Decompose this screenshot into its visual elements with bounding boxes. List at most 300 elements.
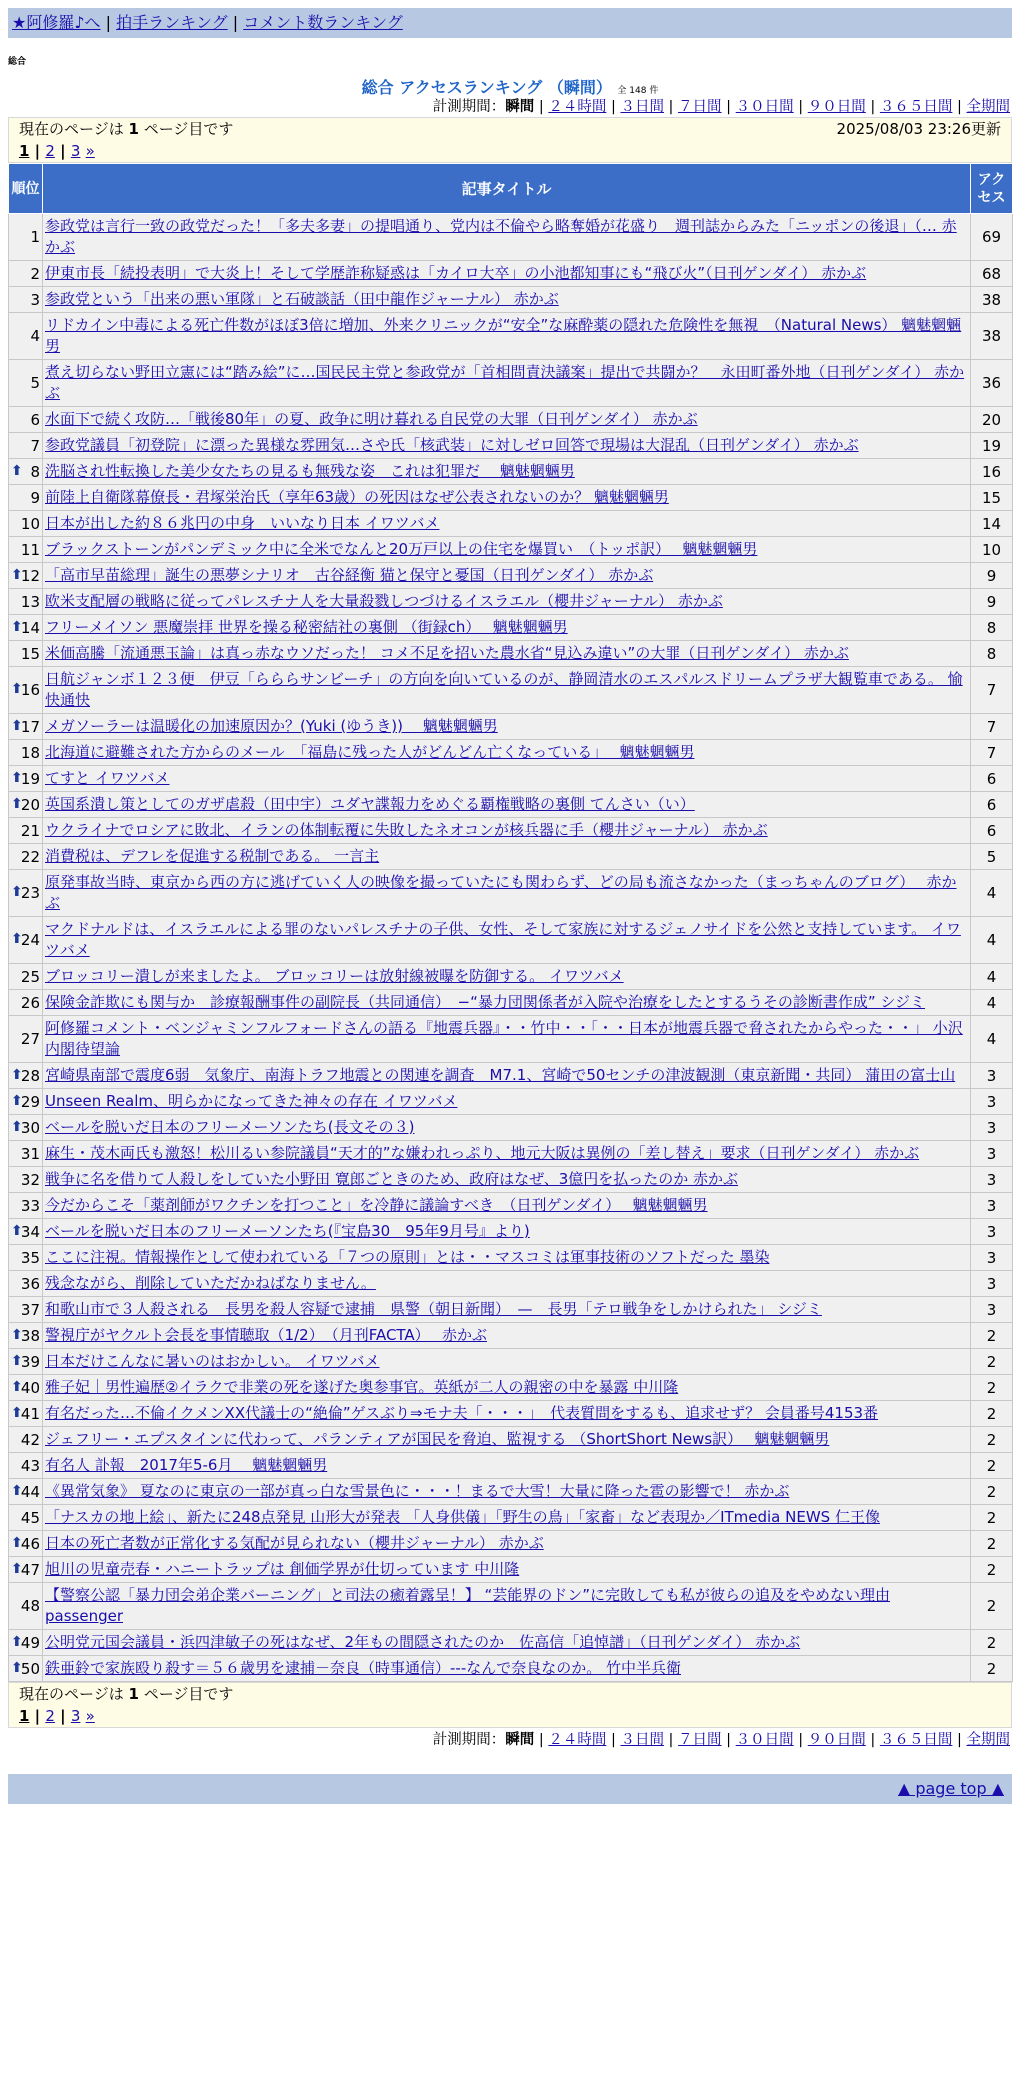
period-link-0[interactable]: ２４時間	[548, 1732, 607, 1748]
access-count: 2	[971, 1349, 1013, 1375]
title-main: 総合 アクセスランキング （瞬間）	[361, 78, 612, 97]
title-cell	[43, 990, 971, 1016]
rank-number: 50	[20, 1659, 40, 1678]
access-count: 2	[971, 1630, 1013, 1656]
title-cell	[43, 1375, 971, 1401]
period-link-6[interactable]: 全期間	[966, 99, 1010, 115]
title-cell	[43, 1531, 971, 1557]
period-link-4[interactable]: ９０日間	[807, 99, 866, 115]
rank-cell	[9, 714, 43, 740]
title-cell	[43, 485, 971, 511]
rank-cell	[9, 407, 43, 433]
rank-cell	[9, 641, 43, 667]
page-info-box-bottom	[8, 1682, 1012, 1728]
pager-next[interactable]: »	[85, 142, 95, 160]
title-cell	[43, 792, 971, 818]
title-cell	[43, 1656, 971, 1682]
pager-page-3[interactable]: 3	[70, 1707, 81, 1725]
rank-cell	[9, 844, 43, 870]
article-link[interactable]: ブロッコリー潰しが来ましたよ。 ブロッコリーは放射線被曝を防御する。 イワツバメ	[45, 967, 624, 985]
access-count: 3	[971, 1219, 1013, 1245]
table-row	[9, 641, 1013, 667]
access-count: 4	[971, 964, 1013, 990]
rank-cell	[9, 818, 43, 844]
article-link[interactable]: 保険金詐欺にも関与か 診療報酬事件の副院長（共同通信） −“暴力団関係者が入院や治療をしたとするうその診断書作成” シジミ	[45, 993, 926, 1011]
access-count: 68	[971, 261, 1013, 287]
period-link-3[interactable]: ３０日間	[735, 99, 794, 115]
access-count: 16	[971, 459, 1013, 485]
article-link[interactable]: てすと イワツバメ	[45, 769, 170, 787]
article-link[interactable]: 洗脳され性転換した美少女たちの見るも無残な姿 これは犯罪だ 魑魅魍魎男	[45, 462, 575, 480]
article-link[interactable]: リドカイン中毒による死亡件数がほぼ3倍に増加、外来クリニックが“安全”な麻酔薬の隠れた危険性を無視 （Natural News） 魑魅魍魎男	[45, 316, 962, 355]
period-label: 計測期間：	[432, 99, 506, 115]
rank-cell	[9, 214, 43, 261]
article-link[interactable]: 麻生・茂木両氏も激怒！松川るい参院議員“天才的”な嫌われっぷり、地元大阪は異例の「差し替え」要求（日刊ゲンダイ） 赤かぶ	[45, 1144, 920, 1162]
access-count: 10	[971, 537, 1013, 563]
title-cell	[43, 1583, 971, 1630]
up-arrow-icon: ⬆	[11, 1378, 23, 1395]
up-arrow-icon: ⬆	[11, 1560, 23, 1577]
table-row	[9, 1531, 1013, 1557]
period-link-6[interactable]: 全期間	[966, 1732, 1010, 1748]
article-link[interactable]: 有名だった…不倫イクメンXX代議士の“絶倫”ゲスぶり⇒モナ夫「・・・」 代表質問をするも、追求せず？ 会員番号4153番	[45, 1404, 879, 1422]
rank-cell	[9, 766, 43, 792]
table-row	[9, 313, 1013, 360]
table-row	[9, 615, 1013, 641]
period-link-1[interactable]: ３日間	[620, 1732, 664, 1748]
article-link[interactable]: 伊東市長「続投表明」で大炎上！そして学歴詐称疑惑は「カイロ大卒」の小池都知事にも“飛び火”（日刊ゲンダイ） 赤かぶ	[45, 264, 867, 282]
access-count: 8	[971, 615, 1013, 641]
link-comment-ranking[interactable]: コメント数ランキング	[243, 13, 403, 32]
rank-number: 5	[30, 374, 40, 392]
up-arrow-icon: ⬆	[11, 884, 23, 900]
rank-cell	[9, 589, 43, 615]
title-cell	[43, 537, 971, 563]
article-link[interactable]: 前陸上自衛隊幕僚長・君塚栄治氏（享年63歳）の死因はなぜ公表されないのか？ 魑魅魍魎男	[45, 488, 669, 506]
title-cell	[43, 1063, 971, 1089]
title-cell	[43, 818, 971, 844]
rank-number: 1	[30, 228, 40, 246]
article-link[interactable]: 《異常気象》 夏なのに東京の一部が真っ白な雪景色に・・・！まるで大雪！大量に降った雹の影響で！ 赤かぶ	[45, 1482, 790, 1500]
rank-cell	[9, 1401, 43, 1427]
article-link[interactable]: ベールを脱いだ日本のフリーメーソンたち(長文その３)	[45, 1118, 415, 1136]
article-link[interactable]: 阿修羅コメント・ベンジャミンフルフォードさんの語る『地震兵器』・・竹中・・「・・日本が地震兵器で脅されたからやった・・」 小沢内閣待望論	[45, 1019, 963, 1058]
title-cell	[43, 563, 971, 589]
table-row	[9, 511, 1013, 537]
table-row	[9, 537, 1013, 563]
rank-number: 17	[20, 717, 40, 736]
article-link[interactable]: フリーメイソン 悪魔崇拝 世界を操る秘密結社の裏側 （街録ch） 魑魅魍魎男	[45, 618, 568, 636]
article-link[interactable]: 和歌山市で３人殺される 長男を殺人容疑で逮捕 県警（朝日新聞） — 長男「テロ戦争をしかけられた」 シジミ	[45, 1300, 822, 1318]
access-count: 3	[971, 1245, 1013, 1271]
access-count: 2	[971, 1401, 1013, 1427]
rank-number: 36	[20, 1274, 40, 1293]
period-current: 瞬間	[505, 99, 535, 115]
rank-number: 41	[20, 1404, 40, 1423]
title-cell	[43, 1630, 971, 1656]
access-count: 9	[971, 589, 1013, 615]
rank-cell	[9, 1245, 43, 1271]
article-link[interactable]: ジェフリー・エプスタインに代わって、パランティアが国民を脅迫、監視する （ShortShort News訳） 魑魅魍魎男	[45, 1430, 830, 1448]
article-link[interactable]: 英国系潰し策としてのガザ虐殺（田中宇）ユダヤ諜報力をめぐる覇権戦略の裏側 てんさい（い）	[45, 795, 695, 813]
rank-number: 19	[20, 769, 40, 788]
rank-cell	[9, 1271, 43, 1297]
rank-cell	[9, 1115, 43, 1141]
table-row	[9, 1016, 1013, 1063]
rank-cell	[9, 964, 43, 990]
article-link[interactable]: 原発事故当時、東京から西の方に逃げていく人の映像を撮っていたにも関わらず、どの局も流さなかった（まっちゃんのブログ） 赤かぶ	[45, 873, 957, 912]
access-count: 6	[971, 818, 1013, 844]
title-cell	[43, 1323, 971, 1349]
table-row	[9, 990, 1013, 1016]
article-link[interactable]: 煮え切らない野田立憲には“踏み絵”に…国民民主党と参政党が「首相問責決議案」提出で共闘か？ 永田町番外地（日刊ゲンダイ） 赤かぶ	[45, 363, 965, 402]
up-arrow-icon: ⬆	[11, 618, 23, 635]
rank-number: 23	[20, 884, 40, 902]
rank-number: 11	[20, 540, 40, 559]
updated-time: 2025/08/03 23:26更新	[836, 120, 1001, 138]
article-link[interactable]: 欧米支配層の戦略に従ってパレスチナ人を大量殺戮しつづけるイスラエル（櫻井ジャーナル） 赤かぶ	[45, 592, 723, 610]
rank-cell	[9, 313, 43, 360]
rank-number: 9	[30, 488, 40, 507]
title-cell	[43, 1297, 971, 1323]
article-link[interactable]: 宮崎県南部で震度6弱 気象庁、南海トラフ地震との関連を調査 M7.1、宮崎で50センチの津波観測（東京新聞・共同） 蒲田の富士山	[45, 1066, 956, 1084]
access-count: 3	[971, 1115, 1013, 1141]
article-link[interactable]: 日本だけこんなに暑いのはおかしい。 イワツバメ	[45, 1352, 380, 1370]
period-current: 瞬間	[505, 1732, 535, 1748]
article-link[interactable]: 「ナスカの地上絵」、新たに248点発見 山形大が発表 「人身供儀」「野生の鳥」「家畜」など表現か／ITmedia NEWS 仁王像	[45, 1508, 880, 1526]
access-count: 8	[971, 641, 1013, 667]
table-row	[9, 261, 1013, 287]
access-count: 3	[971, 1193, 1013, 1219]
title-cell	[43, 1505, 971, 1531]
title-cell	[43, 740, 971, 766]
table-row	[9, 1167, 1013, 1193]
title-cell	[43, 511, 971, 537]
page-info: 現在のページは 1 ページ目です	[19, 120, 234, 138]
rank-number: 12	[20, 566, 40, 585]
title-cell	[43, 589, 971, 615]
access-count: 2	[971, 1479, 1013, 1505]
table-row	[9, 1063, 1013, 1089]
article-link[interactable]: 公明党元国会議員・浜四津敏子の死はなぜ、2年もの間隠されたのか 佐高信「追悼譜」（日刊ゲンダイ） 赤かぶ	[45, 1633, 801, 1651]
rank-number: 29	[20, 1092, 40, 1111]
rank-number: 2	[30, 264, 40, 283]
up-arrow-icon: ⬆	[11, 681, 23, 697]
rank-number: 16	[20, 681, 40, 699]
period-link-2[interactable]: ７日間	[678, 99, 722, 115]
article-link[interactable]: 北海道に避難された方からのメール 「福島に残った人がどんどん亡くなっている」 魑魅魍魎男	[45, 743, 695, 761]
title-cell	[43, 433, 971, 459]
access-count: 5	[971, 844, 1013, 870]
access-count: 3	[971, 1063, 1013, 1089]
title-cell	[43, 844, 971, 870]
access-count: 2	[971, 1583, 1013, 1630]
title-cell	[43, 1089, 971, 1115]
title-cell	[43, 360, 971, 407]
footer-bar	[8, 1774, 1012, 1804]
article-link[interactable]: 残念ながら、削除していただかねばなりません。	[45, 1274, 376, 1292]
table-row	[9, 964, 1013, 990]
access-count: 3	[971, 1167, 1013, 1193]
link-asyura[interactable]: ★阿修羅♪へ	[12, 13, 101, 32]
rank-cell	[9, 792, 43, 818]
rank-cell	[9, 1349, 43, 1375]
rank-number: 30	[20, 1118, 40, 1137]
up-arrow-icon: ⬆	[11, 1092, 23, 1109]
rank-cell	[9, 433, 43, 459]
rank-number: 39	[20, 1352, 40, 1371]
title-cell	[43, 766, 971, 792]
up-arrow-icon: ⬆	[11, 1352, 23, 1369]
table-row	[9, 214, 1013, 261]
access-count: 4	[971, 1016, 1013, 1063]
rank-number: 4	[30, 327, 40, 345]
article-link[interactable]: ブラックストーンがパンデミック中に全米でなんと20万戸以上の住宅を爆買い （トッポ訳） 魑魅魍魎男	[45, 540, 758, 558]
article-link[interactable]: 日本が出した約８６兆円の中身 いいなり日本 イワツバメ	[45, 514, 440, 532]
rank-cell	[9, 667, 43, 714]
article-link[interactable]: メガソーラーは温暖化の加速原因か？(Yuki (ゆうき)) 魑魅魍魎男	[45, 717, 498, 735]
access-count: 4	[971, 870, 1013, 917]
rank-cell	[9, 360, 43, 407]
up-arrow-icon: ⬆	[11, 717, 23, 734]
table-row	[9, 1141, 1013, 1167]
access-count: 2	[971, 1505, 1013, 1531]
table-row	[9, 870, 1013, 917]
period-link-5[interactable]: ３６５日間	[879, 99, 953, 115]
table-row	[9, 1115, 1013, 1141]
title-cell	[43, 313, 971, 360]
up-arrow-icon: ⬆	[11, 1222, 23, 1239]
page-title	[8, 75, 1012, 97]
rank-number: 13	[20, 592, 40, 611]
up-arrow-icon: ⬆	[11, 1326, 23, 1343]
small-label: 総合	[8, 57, 27, 67]
rank-cell	[9, 261, 43, 287]
nav-sep: |	[105, 13, 112, 32]
pager: 1 | 2 | 3 »	[19, 142, 95, 160]
article-link[interactable]: ウクライナでロシアに敗北、イランの体制転覆に失敗したネオコンが核兵器に手（櫻井ジャーナル） 赤かぶ	[45, 821, 768, 839]
rank-number: 35	[20, 1248, 40, 1267]
table-row	[9, 667, 1013, 714]
access-count: 2	[971, 1656, 1013, 1682]
rank-cell	[9, 1141, 43, 1167]
rank-cell	[9, 287, 43, 313]
rank-number: 14	[20, 618, 40, 637]
rank-number: 33	[20, 1196, 40, 1215]
article-link[interactable]: 参政党議員「初登院」に漂った異様な雰囲気…さや氏「核武装」に対しゼロ回答で現場は大混乱（日刊ゲンダイ） 赤かぶ	[45, 436, 859, 454]
table-row	[9, 1505, 1013, 1531]
table-row	[9, 287, 1013, 313]
article-link[interactable]: 【警察公認「暴力団会弟企業バーニング」と司法の癒着露呈！】 “芸能界のドン”に完敗しても私が彼らの追及をやめない理由 passenger	[45, 1586, 891, 1625]
rank-cell	[9, 917, 43, 964]
rank-number: 32	[20, 1170, 40, 1189]
rank-number: 44	[20, 1482, 40, 1501]
up-arrow-icon: ⬆	[11, 1404, 23, 1421]
table-row	[9, 1297, 1013, 1323]
rank-cell	[9, 1630, 43, 1656]
rank-number: 24	[20, 931, 40, 949]
rank-number: 27	[20, 1030, 40, 1048]
article-link[interactable]: 水面下で続く攻防…「戦後80年」の夏、政争に明け暮れる自民党の大罪（日刊ゲンダイ） 赤かぶ	[45, 410, 698, 428]
article-link[interactable]: 米価高騰「流通悪玉論」は真っ赤なウソだった！ コメ不足を招いた農水省“見込み違い”の大罪（日刊ゲンダイ） 赤かぶ	[45, 644, 849, 662]
rank-cell	[9, 615, 43, 641]
title-cell	[43, 287, 971, 313]
header-access: アクセス	[971, 164, 1013, 214]
title-cell	[43, 1401, 971, 1427]
title-cell	[43, 1349, 971, 1375]
article-link[interactable]: 鉄亜鈴で家族殴り殺す＝５６歳男を逮捕－奈良（時事通信）---なんで奈良なのか。 竹中半兵衛	[45, 1659, 682, 1677]
rank-number: 42	[20, 1430, 40, 1449]
title-cell	[43, 214, 971, 261]
period-link-4[interactable]: ９０日間	[807, 1732, 866, 1748]
up-arrow-icon: ⬆	[11, 462, 23, 479]
rank-cell	[9, 1089, 43, 1115]
article-link[interactable]: 消費税は、デフレを促進する税制である。 一言主	[45, 847, 380, 865]
title-cell	[43, 1479, 971, 1505]
up-arrow-icon: ⬆	[11, 566, 23, 583]
table-row	[9, 792, 1013, 818]
article-link[interactable]: ベールを脱いだ日本のフリーメーソンたち(『宝島30 95年9月号』より)	[45, 1222, 530, 1240]
article-link[interactable]: 有名人 訃報 2017年5-6月 魑魅魍魎男	[45, 1456, 328, 1474]
table-row	[9, 917, 1013, 964]
table-row	[9, 1375, 1013, 1401]
pager-bottom: 1 | 2 | 3 »	[19, 1707, 95, 1725]
title-cell	[43, 1141, 971, 1167]
up-arrow-icon: ⬆	[11, 931, 23, 947]
title-cell	[43, 714, 971, 740]
rank-cell	[9, 1427, 43, 1453]
title-cell	[43, 1219, 971, 1245]
table-row	[9, 1089, 1013, 1115]
access-count: 6	[971, 792, 1013, 818]
title-cell	[43, 870, 971, 917]
article-link[interactable]: 参政党という「出来の悪い軍隊」と石破談話（田中龍作ジャーナル） 赤かぶ	[45, 290, 559, 308]
table-row	[9, 1656, 1013, 1682]
article-link[interactable]: Unseen Realm、明らかになってきた神々の存在 イワツバメ	[45, 1092, 458, 1110]
table-row	[9, 1583, 1013, 1630]
access-count: 3	[971, 1089, 1013, 1115]
access-count: 15	[971, 485, 1013, 511]
rank-number: 22	[20, 847, 40, 866]
rank-cell	[9, 1479, 43, 1505]
access-count: 4	[971, 990, 1013, 1016]
rank-cell	[9, 990, 43, 1016]
rank-number: 18	[20, 743, 40, 762]
up-arrow-icon: ⬆	[11, 1118, 23, 1135]
period-link-2[interactable]: ７日間	[678, 1732, 722, 1748]
period-link-1[interactable]: ３日間	[620, 99, 664, 115]
article-link[interactable]: 日航ジャンボ１２３便 伊豆「らららサンビーチ」の方向を向いているのが、静岡清水のエスパルスドリームプラザ大観覧車である。 愉快通快	[45, 670, 963, 709]
access-count: 2	[971, 1375, 1013, 1401]
period-link-3[interactable]: ３０日間	[735, 1732, 794, 1748]
page-top-link[interactable]: ▲ page top ▲	[897, 1779, 1004, 1798]
title-cell	[43, 964, 971, 990]
table-row	[9, 1427, 1013, 1453]
article-link[interactable]: 旭川の児童売春・ハニートラップは 創価学界が仕切っています 中川隆	[45, 1560, 520, 1578]
rank-cell	[9, 1375, 43, 1401]
article-link[interactable]: 今だからこそ「薬剤師がワクチンを打つこと」を冷静に議論すべき （日刊ゲンダイ） 魑魅魍魎男	[45, 1196, 708, 1214]
table-row	[9, 459, 1013, 485]
up-arrow-icon: ⬆	[11, 1633, 23, 1650]
table-row	[9, 1271, 1013, 1297]
nav-sep: |	[232, 13, 239, 32]
rank-number: 21	[20, 821, 40, 840]
rank-number: 10	[20, 514, 40, 533]
period-link-0[interactable]: ２４時間	[548, 99, 607, 115]
title-cell	[43, 1453, 971, 1479]
article-link[interactable]: マクドナルドは、イスラエルによる罪のないパレスチナの子供、女性、そして家族に対するジェノサイドを公然と支持しています。 イワツバメ	[45, 920, 961, 959]
rank-number: 34	[20, 1222, 40, 1241]
table-row	[9, 589, 1013, 615]
rank-number: 45	[20, 1508, 40, 1527]
rank-number: 46	[20, 1534, 40, 1553]
table-row	[9, 1219, 1013, 1245]
rank-cell	[9, 459, 43, 485]
article-link[interactable]: 「高市早苗総理」誕生の悪夢シナリオ 古谷経衡 猫と保守と憂国（日刊ゲンダイ） 赤かぶ	[45, 566, 654, 584]
period-link-5[interactable]: ３６５日間	[879, 1732, 953, 1748]
access-count: 6	[971, 766, 1013, 792]
article-link[interactable]: ここに注視。情報操作として使われている「７つの原則」とは・・マスコミは軍事技術のソフトだった 墨染	[45, 1248, 770, 1266]
article-link[interactable]: 日本の死亡者数が正常化する気配が見られない（櫻井ジャーナル） 赤かぶ	[45, 1534, 544, 1552]
rank-cell	[9, 1557, 43, 1583]
access-count: 2	[971, 1323, 1013, 1349]
table-row	[9, 714, 1013, 740]
pager-page-2[interactable]: 2	[45, 1707, 55, 1725]
title-cell	[43, 1557, 971, 1583]
up-arrow-icon: ⬆	[11, 769, 23, 786]
table-row	[9, 1401, 1013, 1427]
article-link[interactable]: 戦争に名を借りて人殺しをしていた小野田 寛郎ごときのため、政府はなぜ、3億円を払ったのか 赤かぶ	[45, 1170, 739, 1188]
rank-number: 6	[30, 410, 40, 429]
rank-number: 43	[20, 1456, 40, 1475]
article-link[interactable]: 警視庁がヤクルト会長を事情聴取（1/2） （月刊FACTA） 赤かぶ	[45, 1326, 487, 1344]
link-applause-ranking[interactable]: 拍手ランキング	[116, 13, 228, 32]
title-cell	[43, 407, 971, 433]
access-count: 38	[971, 313, 1013, 360]
rank-number: 15	[20, 644, 40, 663]
rank-cell	[9, 870, 43, 917]
rank-cell	[9, 1323, 43, 1349]
pager-next[interactable]: »	[85, 1707, 95, 1725]
title-cell	[43, 459, 971, 485]
title-cell	[43, 1115, 971, 1141]
up-arrow-icon: ⬆	[11, 795, 23, 812]
rank-number: 49	[20, 1633, 40, 1652]
title-cell	[43, 1016, 971, 1063]
title-cell	[43, 1245, 971, 1271]
table-row	[9, 1557, 1013, 1583]
rank-cell	[9, 1016, 43, 1063]
table-row	[9, 1349, 1013, 1375]
article-link[interactable]: 参政党は言行一致の政党だった！「多夫多妻」の提唱通り、党内は不倫やら略奪婚が花盛り 週刊誌からみた「ニッポンの後退」（… 赤かぶ	[45, 217, 957, 256]
pager-page-2[interactable]: 2	[45, 142, 55, 160]
rank-cell	[9, 1453, 43, 1479]
table-row	[9, 360, 1013, 407]
title-cell	[43, 1271, 971, 1297]
table-row	[9, 1323, 1013, 1349]
article-link[interactable]: 雅子妃｜男性遍歴②イラクで非業の死を遂げた奥参事官。英紙が二人の親密の中を暴露 中川隆	[45, 1378, 679, 1396]
title-cell	[43, 1193, 971, 1219]
pager-page-3[interactable]: 3	[70, 142, 81, 160]
total-count: 全 148 件	[617, 86, 659, 96]
title-cell	[43, 667, 971, 714]
access-count: 3	[971, 1271, 1013, 1297]
table-row	[9, 818, 1013, 844]
access-count: 69	[971, 214, 1013, 261]
pager-current: 1	[19, 1707, 30, 1725]
table-row	[9, 1479, 1013, 1505]
access-count: 4	[971, 917, 1013, 964]
